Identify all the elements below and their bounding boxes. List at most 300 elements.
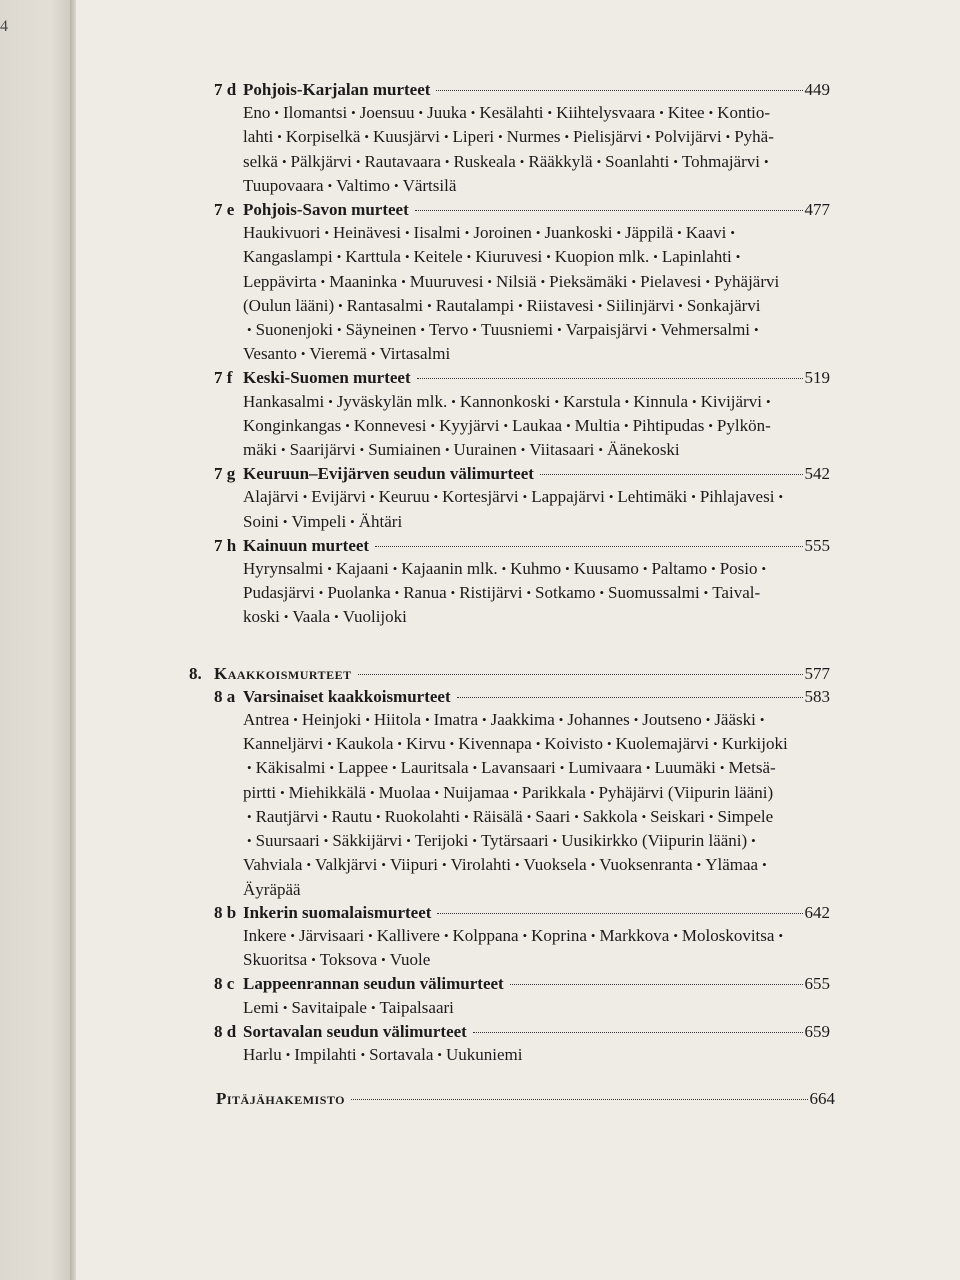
bullet-separator: • [293,712,298,728]
place-name: Kitee [667,103,705,123]
bullet-separator: • [280,784,285,800]
place-name: Ilomantsi [282,103,348,123]
bullet-separator: • [519,153,525,169]
place-name: Koivisto [544,734,603,754]
section-number: 8 a [214,686,236,706]
bullet-separator: • [247,833,252,849]
bullet-separator: • [282,513,288,529]
place-name: Ylämaa [705,855,759,875]
place-name: Riistavesi [526,295,594,315]
bullet-separator: • [547,105,553,121]
bullet-separator: • [449,736,455,752]
bullet-separator: • [427,297,432,313]
bullet-separator: • [554,393,560,409]
bullet-separator: • [327,177,333,193]
place-name: Kallivere [376,925,440,945]
place-name: Paltamo [651,559,708,579]
place-name: Luumäki [654,758,716,778]
place-line [243,805,833,829]
bullet-separator: • [345,417,350,433]
bullet-separator: • [487,273,492,289]
place-name: Hankasalmi [243,391,325,411]
place-name: Lemi [243,997,279,1017]
page-number: 477 [804,200,830,220]
place-name: Impilahti [294,1044,357,1064]
bullet-separator: • [329,760,335,776]
place-name: Joensuu [359,103,415,123]
bullet-separator: • [322,808,328,824]
place-name: Sortavala [369,1044,434,1064]
bullet-separator: • [730,225,735,241]
place-name: Toksova [319,950,378,970]
bullet-separator: • [277,129,282,145]
bullet-separator: • [392,561,398,577]
bullet-separator: • [404,249,410,265]
toc-entry[interactable] [214,685,830,708]
place-name: Kangaslampi [243,247,333,267]
toc-entry[interactable] [189,662,830,685]
place-name: Pihtipudas [632,415,705,435]
page-number: 659 [804,1021,830,1041]
bullet-separator: • [762,857,767,873]
bullet-separator: • [708,105,714,121]
bullet-separator: • [642,561,648,577]
place-line [243,101,833,125]
place-name: Pylkön- [716,415,771,435]
place-name: Kuhmo [510,559,562,579]
page-number: 555 [804,535,830,555]
place-name: Sakkola [582,806,638,826]
bullet-separator: • [725,129,731,145]
place-name: Hyrynsalmi [243,559,324,579]
dot-leader [351,1099,807,1100]
place-line [243,174,833,198]
place-name: Kurkijoki [721,734,788,754]
bullet-separator: • [653,249,658,265]
bullet-separator: • [274,105,279,121]
bullet-separator: • [472,322,477,338]
bullet-separator: • [590,927,596,943]
place-name: Evijärvi [311,487,367,507]
place-name: Valtimo [336,175,390,195]
place-line [243,414,833,438]
left-page-edge [0,0,72,1280]
bullet-separator: • [338,297,343,313]
bullet-separator: • [360,1046,366,1062]
bullet-separator: • [433,489,439,505]
place-name: Kolppana [452,925,519,945]
bullet-separator: • [574,808,579,824]
place-name: Kuusjärvi [372,127,440,147]
bullet-separator: • [306,857,312,873]
place-name: Ristijärvi [459,583,523,603]
place-name: Heinävesi [333,223,401,243]
bullet-separator: • [323,833,329,849]
place-name: Lavansaari [481,758,556,778]
place-line [243,948,833,972]
toc-entry[interactable] [216,1087,835,1110]
bullet-separator: • [311,952,316,968]
place-name: Kuusamo [573,559,639,579]
place-name: Rantasalmi [346,295,424,315]
place-name: Antrea [243,710,290,730]
bullet-separator: • [368,927,373,943]
place-name: Jäppilä [625,223,674,243]
bullet-separator: • [764,153,769,169]
section-spacer [76,1067,960,1087]
bullet-separator: • [282,999,288,1015]
place-name: Moloskovitsa [681,925,775,945]
bullet-separator: • [503,417,509,433]
bullet-separator: • [616,225,621,241]
chapter-number: 8. [189,663,202,683]
section-number: 8 c [214,974,235,994]
place-name: Polvijärvi [654,127,722,147]
bullet-separator: • [713,736,718,752]
entry-title: Varsinaiset kaakkoismurteet [243,686,451,706]
bullet-separator: • [302,489,308,505]
place-line [243,245,833,269]
entry-title: Sortavalan seudun välimurteet [243,1021,467,1041]
place-name: Viipuri [389,855,439,875]
place-line [243,318,833,342]
bullet-separator: • [290,927,295,943]
place-name: Kajaanin mlk. [401,559,498,579]
place-name: Kaavi [685,223,727,243]
place-name: Jyväskylän mlk. [336,391,448,411]
bullet-separator: • [624,417,629,433]
bullet-separator: • [673,927,678,943]
place-name: Kanneljärvi [243,734,324,754]
bullet-separator: • [451,393,456,409]
section-number: 7 e [214,200,235,220]
bullet-separator: • [300,346,306,362]
place-line [243,781,833,805]
bullet-separator: • [751,833,756,849]
place-name: Tervo [428,320,469,340]
toc-entry[interactable] [214,462,830,485]
place-name: Kontio- [717,103,771,123]
place-name: Skuoritsa [243,950,308,970]
place-name: Vesanto [243,344,297,364]
bullet-separator: • [370,346,376,362]
bullet-separator: • [470,105,476,121]
bullet-separator: • [645,760,651,776]
left-page-mark: 4 [0,18,8,35]
toc-page [76,0,960,1280]
place-name: Viitasaari [529,440,595,460]
bullet-separator: • [381,952,386,968]
place-name: Rautalampi [435,295,515,315]
section-spacer [76,630,960,662]
place-line [243,390,833,414]
page-number: 449 [804,80,830,99]
toc-entry[interactable] [214,972,830,995]
place-name: Äänekoski [606,440,680,460]
place-name: Kajaani [335,559,389,579]
place-name: Äyräpää [243,879,301,899]
bullet-separator: • [631,273,637,289]
place-name: Pyhäjärvi [714,271,780,291]
bullet-separator: • [466,249,472,265]
bullet-separator: • [450,585,456,601]
place-line [243,878,833,901]
place-name: Siilinjärvi [606,295,675,315]
bullet-separator: • [430,417,436,433]
bullet-separator: • [442,857,447,873]
bullet-separator: • [596,153,602,169]
bullet-separator: • [401,273,406,289]
bullet-separator: • [370,784,375,800]
place-name: Inkere [243,925,287,945]
place-name: Lumivaara [568,758,642,778]
bullet-separator: • [437,1046,442,1062]
place-name: Liperi [452,127,495,147]
toc-entry[interactable] [214,366,830,389]
place-line [243,732,833,756]
bullet-separator: • [518,297,523,313]
toc-entry[interactable] [214,901,830,924]
bullet-separator: • [708,808,714,824]
bullet-separator: • [281,442,286,458]
place-line [243,342,833,366]
toc-entry[interactable] [214,534,830,557]
bullet-separator: • [406,833,411,849]
place-name: Järvisaari [298,925,365,945]
dot-leader [415,210,803,211]
bullet-separator: • [364,129,369,145]
place-name: Uurainen [453,440,517,460]
bullet-separator: • [633,712,639,728]
place-name: Suomussalmi [608,583,700,603]
place-name: Korpiselkä [285,127,361,147]
place-line [243,605,833,629]
place-name: Joroinen [473,223,532,243]
place-name: Tuupovaara [243,175,324,195]
bullet-separator: • [598,442,603,458]
toc-entry[interactable] [214,78,830,101]
bullet-separator: • [281,153,287,169]
place-name: Imatra [433,710,479,730]
bullet-separator: • [659,105,664,121]
place-name: Muuruvesi [409,271,484,291]
place-name: Miehikkälä [288,782,367,802]
place-name: Suursaari [255,831,320,851]
bullet-separator: • [444,442,450,458]
place-name: Ruokolahti [384,806,461,826]
section-number: 8 d [214,1021,237,1041]
place-name: (Oulun lääni) [243,295,335,315]
place-name: Varpaisjärvi [565,320,648,340]
place-name: Parikkala [521,782,586,802]
place-line [243,708,833,732]
place-name: Uukuniemi [445,1044,523,1064]
place-name: Soini [243,511,279,531]
place-name: Eno [243,103,271,123]
bullet-separator: • [443,129,449,145]
bullet-separator: • [735,249,741,265]
bullet-separator: • [540,273,546,289]
bullet-separator: • [526,808,532,824]
bullet-separator: • [599,585,605,601]
place-line [243,125,833,149]
place-name: Pälkjärvi [290,151,352,171]
bullet-separator: • [651,322,657,338]
bullet-separator: • [558,712,564,728]
entry-title: Keski-Suomen murteet [243,368,411,388]
place-name: Kuolemajärvi [615,734,709,754]
bullet-separator: • [444,153,450,169]
toc-entry[interactable] [214,1020,830,1043]
place-name: Markkova [599,925,670,945]
place-name: Puolanka [327,583,391,603]
table-of-contents [76,78,960,1110]
bullet-separator: • [334,609,339,625]
place-name: Seiskari [650,806,705,826]
place-name: Ruskeala [453,151,516,171]
place-name: Konginkangas [243,415,342,435]
place-line [243,853,833,877]
place-name: Metsä- [728,758,776,778]
bullet-separator: • [552,833,558,849]
place-name: Tuusniemi [480,320,554,340]
bullet-separator: • [324,225,329,241]
bullet-separator: • [404,225,410,241]
place-name: Saarijärvi [289,440,356,460]
bullet-separator: • [590,857,596,873]
bullet-separator: • [705,712,711,728]
bullet-separator: • [546,249,551,265]
place-name: Muolaa [378,782,431,802]
place-name: Räisälä [472,806,523,826]
bullet-separator: • [765,393,771,409]
bullet-separator: • [705,273,711,289]
bullet-separator: • [283,609,289,625]
entry-title: Inkerin suomalaismurteet [243,902,432,922]
bullet-separator: • [678,297,683,313]
bullet-separator: • [394,177,399,193]
bullet-separator: • [641,808,647,824]
bullet-separator: • [320,273,326,289]
place-name: pirtti [243,782,277,802]
place-name: Joutseno [642,710,702,730]
place-name: Rääkkylä [528,151,593,171]
bullet-separator: • [761,561,767,577]
place-line [243,557,833,581]
place-name: Johannes [567,710,630,730]
dot-leader [457,697,803,698]
page-number: 583 [804,686,830,706]
bullet-separator: • [376,808,381,824]
place-name: Käkisalmi [255,758,326,778]
bullet-separator: • [365,712,370,728]
place-line [243,829,833,853]
place-line [243,996,833,1020]
section-number: 8 b [214,902,237,922]
place-name: Leppävirta [243,271,317,291]
place-name: Vehmersalmi [660,320,751,340]
place-line [243,756,833,780]
dot-leader [375,546,802,547]
place-name: Terijoki [414,831,469,851]
bullet-separator: • [336,249,342,265]
bullet-separator: • [350,513,355,529]
place-name: Kivijärvi [700,391,762,411]
place-name: Lauritsala [400,758,469,778]
place-name: Pielavesi [640,271,702,291]
bullet-separator: • [624,393,630,409]
place-name: Kortesjärvi [442,487,519,507]
place-name: Lappee [338,758,389,778]
entry-title: Kaakkoismurteet [214,663,352,683]
page-number: 664 [809,1089,835,1109]
place-name: Nurmes [506,127,561,147]
place-name: Kyyjärvi [439,415,500,435]
place-name: Pielisjärvi [573,127,642,147]
place-name: selkä [243,151,278,171]
place-name: Iisalmi [413,223,461,243]
bullet-separator: • [759,712,765,728]
bullet-separator: • [522,927,528,943]
place-name: Pyhä- [734,127,774,147]
place-name: Nuijamaa [443,782,510,802]
place-name: Jaakkima [490,710,555,730]
place-name: Keuruu [378,487,430,507]
place-name: Rautavaara [364,151,441,171]
place-name: Sotkamo [535,583,596,603]
bullet-separator: • [370,489,375,505]
place-name: Kannonkoski [459,391,551,411]
bullet-separator: • [285,1046,291,1062]
place-name: lahti [243,127,274,147]
bullet-separator: • [443,927,449,943]
bullet-separator: • [564,129,570,145]
bullet-separator: • [778,489,783,505]
place-name: Jääski [714,710,756,730]
dot-leader [436,90,802,91]
place-name: Uusikirkko (Viipurin lääni) [561,831,748,851]
place-name: Multia [574,415,620,435]
bullet-separator: • [692,393,697,409]
place-name: Vahviala [243,855,303,875]
place-name: Säkkijärvi [332,831,403,851]
bullet-separator: • [247,760,252,776]
bullet-separator: • [327,561,332,577]
bullet-separator: • [711,561,716,577]
place-name: Vieremä [309,344,367,364]
bullet-separator: • [392,760,397,776]
entry-title: Pohjois-Karjalan murteet [243,80,431,99]
bullet-separator: • [606,736,612,752]
toc-entry[interactable] [214,198,830,221]
place-name: Virtasalmi [379,344,451,364]
bullet-separator: • [703,585,709,601]
place-name: Virolahti [450,855,511,875]
place-name: Pudasjärvi [243,583,315,603]
place-line [243,270,833,294]
bullet-separator: • [565,561,570,577]
place-line [243,510,833,534]
place-name: Rautu [331,806,372,826]
place-line [243,581,833,605]
entry-title: Lappeenrannan seudun välimurteet [243,974,504,994]
bullet-separator: • [370,999,376,1015]
bullet-separator: • [673,153,678,169]
bullet-separator: • [719,760,725,776]
place-line [243,294,833,318]
entry-title: Keuruun–Evijärven seudun välimurteet [243,464,534,484]
bullet-separator: • [355,153,361,169]
